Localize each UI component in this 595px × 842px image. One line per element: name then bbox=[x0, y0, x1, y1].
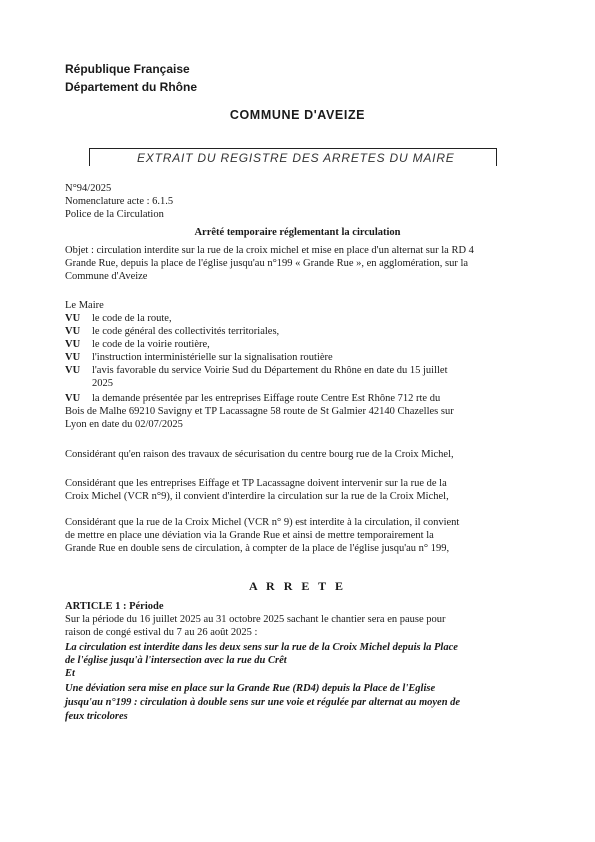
arrete-number: N°94/2025 bbox=[65, 183, 112, 194]
republique-heading: République Française bbox=[65, 62, 190, 76]
vu-continuation: Lyon en date du 02/07/2025 bbox=[65, 419, 183, 430]
police-line: Police de la Circulation bbox=[65, 209, 164, 220]
article-1-italic: Une déviation sera mise en place sur la Grande Rue (RD4) depuis la Place de l'Eglise bbox=[65, 683, 436, 694]
considerant: de mettre en place une déviation via la Grande Rue et ainsi de mettre temporairement la bbox=[65, 530, 434, 541]
banner-left-rule bbox=[89, 148, 90, 166]
vu-label: VU bbox=[65, 352, 81, 363]
article-1-italic: La circulation est interdite dans les deux sens sur la rue de la Croix Michel depuis la Place bbox=[65, 642, 458, 653]
article-1-text: raison de congé estival du 7 au 26 août 2025 : bbox=[65, 627, 258, 638]
considerant: Considérant que les entreprises Eiffage et TP Lacassagne doivent intervenir sur la rue de la bbox=[65, 478, 447, 489]
article-1-italic: jusqu'au n°199 : circulation à double sens sur une voie et régulée par alternat au moyen de bbox=[65, 697, 461, 708]
article-1-italic: Et bbox=[65, 668, 75, 679]
objet-line: Commune d'Aveize bbox=[65, 271, 148, 282]
objet-line: Objet : circulation interdite sur la rue de la croix michel et mise en place d'un alternat sur la RD 4 bbox=[65, 245, 474, 256]
vu-text: le code général des collectivités territoriales, bbox=[92, 326, 280, 337]
article-1-italic: de l'église jusqu'à l'intersection avec la rue du Crêt bbox=[65, 655, 287, 666]
arrete-heading: A R R E T E bbox=[249, 579, 346, 593]
vu-text: la demande présentée par les entreprises Eiffage route Centre Est Rhône 712 rte du bbox=[92, 393, 441, 404]
article-1-title: ARTICLE 1 : Période bbox=[65, 601, 164, 612]
vu-label: VU bbox=[65, 313, 81, 324]
article-1-italic: feux tricolores bbox=[65, 711, 128, 722]
extrait-text: EXTRAIT DU REGISTRE DES ARRETES DU MAIRE bbox=[137, 151, 455, 165]
le-maire: Le Maire bbox=[65, 300, 104, 311]
nomenclature: Nomenclature acte : 6.1.5 bbox=[65, 196, 174, 207]
vu-text: l'avis favorable du service Voirie Sud du Département du Rhône en date du 15 juillet bbox=[92, 365, 448, 376]
considerant: Grande Rue en double sens de circulation, à compter de la place de l'église jusqu'au n° 199, bbox=[65, 543, 450, 554]
vu-text: l'instruction interministérielle sur la signalisation routière bbox=[92, 352, 333, 363]
vu-continuation: Bois de Malhe 69210 Savigny et TP Lacassagne 58 route de St Galmier 42140 Chazelles sur bbox=[65, 406, 454, 417]
vu-text: 2025 bbox=[92, 378, 113, 389]
departement-heading: Département du Rhône bbox=[65, 80, 198, 94]
banner-right-rule bbox=[496, 148, 497, 166]
considerant: Considérant que la rue de la Croix Michel (VCR n° 9) est interdite à la circulation, il convient bbox=[65, 517, 460, 528]
vu-label: VU bbox=[65, 365, 81, 376]
vu-label: VU bbox=[65, 393, 81, 404]
commune-title: COMMUNE D'AVEIZE bbox=[229, 108, 366, 122]
vu-label: VU bbox=[65, 326, 81, 337]
arrete-subject-title: Arrêté temporaire réglementant la circulation bbox=[194, 227, 401, 238]
vu-label: VU bbox=[65, 339, 81, 350]
vu-text: le code de la voirie routière, bbox=[92, 339, 210, 350]
considerant: Croix Michel (VCR n°9), il convient d'interdire la circulation sur la rue de la Croix Michel, bbox=[65, 491, 449, 502]
banner-top-rule bbox=[89, 148, 497, 149]
vu-text: le code de la route, bbox=[92, 313, 172, 324]
article-1-text: Sur la période du 16 juillet 2025 au 31 octobre 2025 sachant le chantier sera en pause pour bbox=[65, 614, 446, 625]
objet-line: Grande Rue, depuis la place de l'église jusqu'au n°199 « Grande Rue », en agglomération, sur la bbox=[65, 258, 469, 269]
extrait-banner bbox=[89, 146, 497, 168]
considerant: Considérant qu'en raison des travaux de sécurisation du centre bourg rue de la Croix Michel, bbox=[65, 449, 454, 460]
